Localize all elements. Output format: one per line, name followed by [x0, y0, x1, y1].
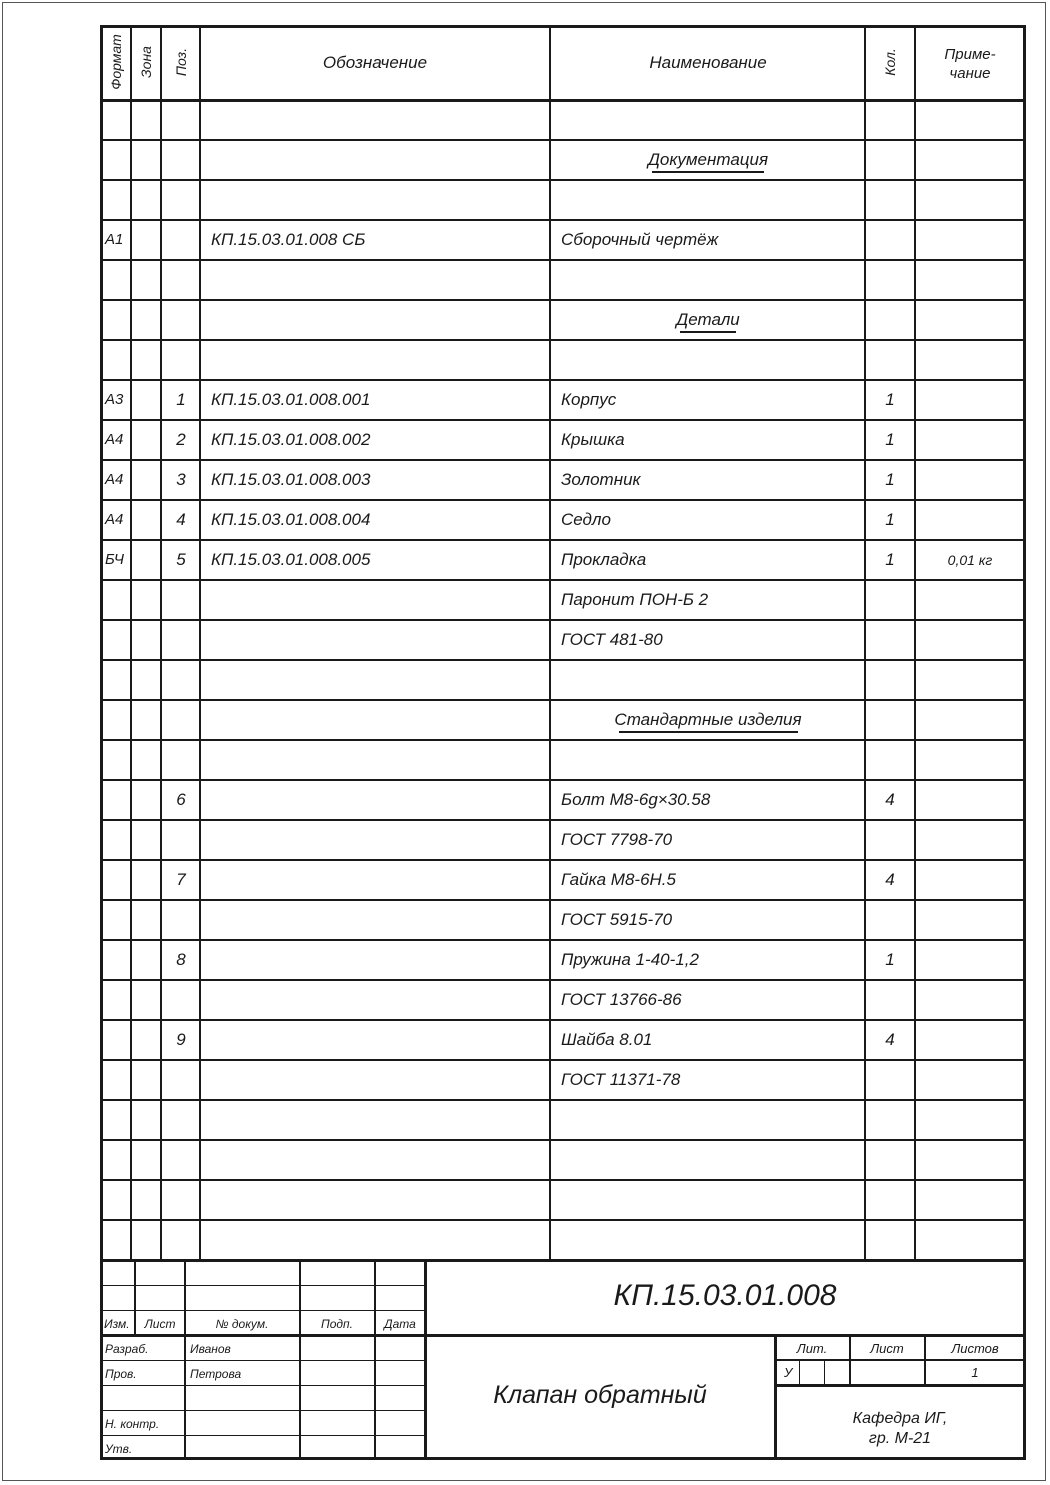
- row-line: [100, 459, 1026, 461]
- cell-name: Прокладка: [561, 550, 647, 569]
- cell-position: 1: [176, 390, 186, 409]
- cell-name: ГОСТ 11371-78: [561, 1070, 681, 1089]
- row-line: [100, 779, 1026, 781]
- header-position: Поз.: [173, 47, 190, 77]
- row-line: [100, 299, 1026, 301]
- row-line: [100, 499, 1026, 501]
- tb-role: Утв.: [105, 1442, 133, 1456]
- cell-quantity: 1: [885, 430, 895, 449]
- tb-thick-line: [775, 1384, 1025, 1387]
- tb-name: Петрова: [190, 1367, 242, 1381]
- row-line: [100, 579, 1026, 581]
- column-line: [130, 25, 132, 1260]
- cell-quantity: 4: [885, 870, 895, 889]
- cell-quantity: 4: [885, 1030, 895, 1049]
- row-line: [100, 979, 1026, 981]
- tb-thin-line: [100, 1310, 425, 1311]
- tb-thin-line: [100, 1435, 425, 1436]
- column-line: [199, 25, 201, 1260]
- cell-name: ГОСТ 481-80: [561, 630, 663, 649]
- header-quantity: Кол.: [881, 48, 898, 76]
- tb-thin-line: [100, 1285, 425, 1286]
- cell-name: Крышка: [561, 430, 625, 449]
- cell-position: 7: [176, 870, 186, 889]
- tb-sheet-label: Лист: [870, 1341, 904, 1356]
- row-line: [100, 739, 1026, 741]
- cell-designation: КП.15.03.01.008.003: [211, 470, 371, 489]
- cell-quantity: 1: [885, 390, 895, 409]
- tb-thin-line: [100, 1410, 425, 1411]
- header-note-line1: Приме-: [944, 46, 996, 63]
- section-heading: Документация: [647, 150, 769, 169]
- tb-header-sign: Подп.: [321, 1317, 353, 1331]
- row-line: [100, 219, 1026, 221]
- tb-sheets-value: 1: [971, 1365, 979, 1380]
- row-line: [100, 1219, 1026, 1221]
- cell-name: Корпус: [561, 390, 617, 409]
- header-designation: Обозначение: [322, 53, 428, 72]
- row-line: [100, 259, 1026, 261]
- header-note-line2: чание: [949, 65, 991, 82]
- tb-header-izm: Изм.: [104, 1317, 130, 1331]
- cell-name: ГОСТ 7798-70: [561, 830, 673, 849]
- document-title: Клапан обратный: [493, 1381, 707, 1409]
- cell-quantity: 4: [885, 790, 895, 809]
- tb-col-line: [849, 1335, 851, 1385]
- cell-designation: КП.15.03.01.008.002: [211, 430, 371, 449]
- row-line: [100, 539, 1026, 541]
- tb-col-line: [799, 1360, 800, 1385]
- column-line: [914, 25, 916, 1260]
- row-line: [100, 899, 1026, 901]
- cell-position: 2: [176, 430, 186, 449]
- column-line: [549, 25, 551, 1260]
- cell-name: Золотник: [561, 470, 641, 489]
- section-underline: [680, 331, 736, 333]
- cell-format: А4: [105, 471, 124, 488]
- cell-name: Болт М8-6g×30.58: [561, 790, 711, 809]
- row-line: [100, 339, 1026, 341]
- tb-thin-line: [100, 1360, 425, 1361]
- tb-thin-line: [100, 1385, 425, 1386]
- cell-format: БЧ: [105, 551, 125, 568]
- tb-sheets-label: Листов: [951, 1341, 999, 1356]
- row-line: [100, 1059, 1026, 1061]
- cell-position: 5: [176, 550, 186, 569]
- cell-position: 3: [176, 470, 186, 489]
- row-line: [100, 1139, 1026, 1141]
- tb-header-list: Лист: [144, 1317, 176, 1331]
- cell-name: Паронит ПОН-Б 2: [561, 590, 709, 609]
- cell-position: 6: [176, 790, 186, 809]
- row-line: [100, 1259, 1026, 1262]
- cell-quantity: 1: [885, 510, 895, 529]
- cell-position: 4: [176, 510, 186, 529]
- column-line: [864, 25, 866, 1260]
- tb-thick-line: [100, 1334, 1025, 1337]
- tb-col-line: [774, 1335, 777, 1460]
- header-zone: Зона: [137, 46, 154, 78]
- tb-lit-value: У: [784, 1365, 793, 1380]
- tb-lit-label: Лит.: [796, 1341, 828, 1356]
- cell-designation: КП.15.03.01.008.004: [211, 510, 371, 529]
- header-divider: [100, 99, 1026, 102]
- document-code: КП.15.03.01.008: [613, 1279, 837, 1312]
- cell-quantity: 1: [885, 550, 895, 569]
- cell-position: 9: [176, 1030, 186, 1049]
- cell-name: ГОСТ 5915-70: [561, 910, 673, 929]
- row-line: [100, 699, 1026, 701]
- section-underline: [652, 171, 764, 173]
- tb-header-date: Дата: [384, 1317, 416, 1331]
- row-line: [100, 1179, 1026, 1181]
- tb-col-line: [824, 1360, 825, 1385]
- organization-line1: Кафедра ИГ,: [852, 1410, 948, 1427]
- row-line: [100, 659, 1026, 661]
- cell-name: Гайка М8-6Н.5: [561, 870, 676, 889]
- cell-name: ГОСТ 13766-86: [561, 990, 682, 1009]
- row-line: [100, 1099, 1026, 1101]
- cell-name: Сборочный чертёж: [561, 230, 719, 249]
- row-line: [100, 379, 1026, 381]
- cell-format: А1: [105, 231, 124, 248]
- tb-role: Пров.: [105, 1367, 137, 1381]
- cell-format: А4: [105, 511, 124, 528]
- cell-quantity: 1: [885, 470, 895, 489]
- tb-name: Иванов: [190, 1342, 231, 1356]
- cell-designation: КП.15.03.01.008 СБ: [211, 230, 366, 249]
- cell-designation: КП.15.03.01.008.001: [211, 390, 371, 409]
- tb-header-docno: № докум.: [215, 1317, 269, 1331]
- row-line: [100, 939, 1026, 941]
- section-heading: Стандартные изделия: [614, 710, 802, 729]
- row-line: [100, 419, 1026, 421]
- cell-note: 0,01 кг: [947, 552, 993, 568]
- row-line: [100, 179, 1026, 181]
- tb-role: Н. контр.: [105, 1417, 160, 1431]
- tb-col-line: [924, 1335, 926, 1385]
- row-line: [100, 859, 1026, 861]
- cell-format: А3: [105, 391, 124, 408]
- cell-position: 8: [176, 950, 186, 969]
- header-format: Формат: [107, 34, 124, 90]
- row-line: [100, 1019, 1026, 1021]
- organization-line2: гр. М-21: [868, 1430, 932, 1447]
- cell-quantity: 1: [885, 950, 895, 969]
- row-line: [100, 139, 1026, 141]
- tb-col-line: [134, 1260, 136, 1335]
- cell-designation: КП.15.03.01.008.005: [211, 550, 371, 569]
- cell-format: А4: [105, 431, 124, 448]
- cell-name: Пружина 1-40-1,2: [561, 950, 699, 969]
- cell-name: Шайба 8.01: [561, 1030, 653, 1049]
- cell-name: Седло: [561, 510, 611, 529]
- section-underline: [619, 731, 798, 733]
- section-heading: Детали: [676, 310, 740, 329]
- row-line: [100, 819, 1026, 821]
- column-line: [160, 25, 162, 1260]
- tb-thin-line: [775, 1359, 1025, 1361]
- tb-role: Разраб.: [105, 1342, 149, 1356]
- header-name: Наименование: [649, 53, 767, 72]
- row-line: [100, 619, 1026, 621]
